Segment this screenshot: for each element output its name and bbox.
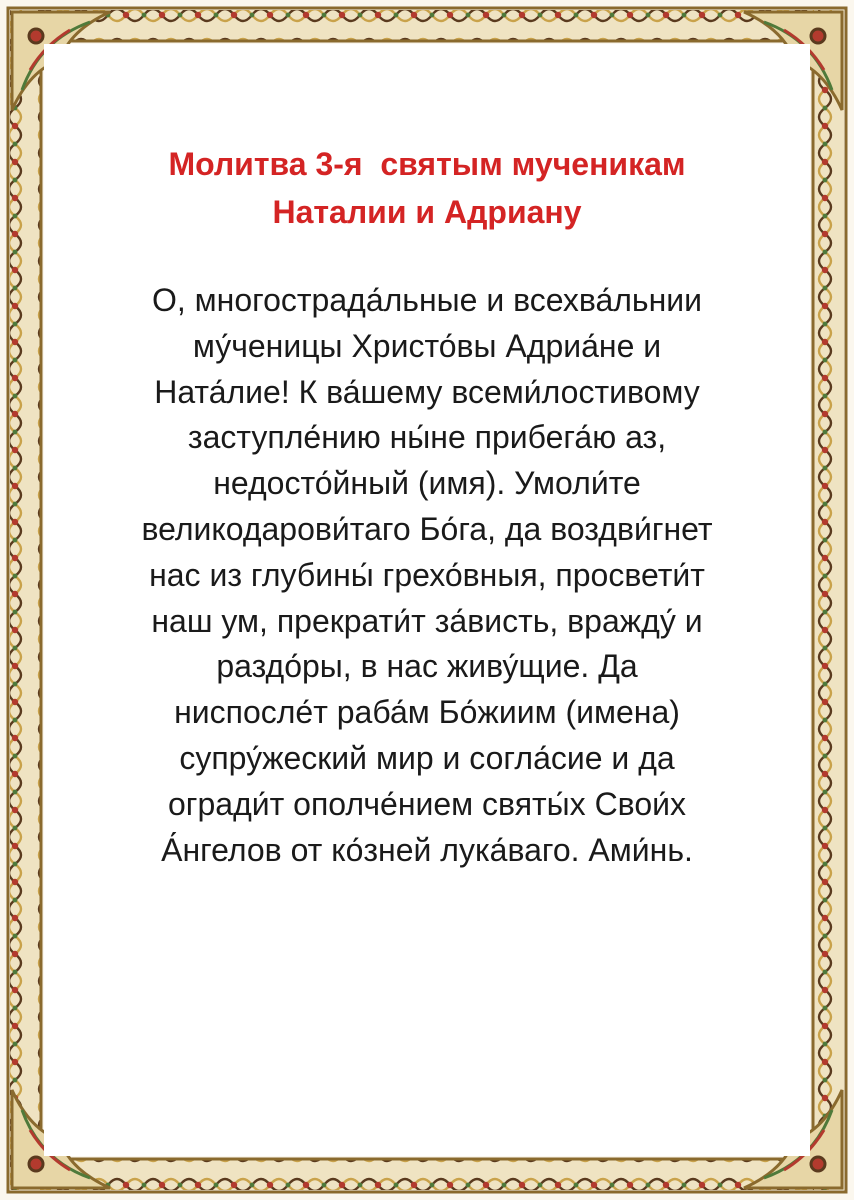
title-line: Наталии и Адриану: [272, 194, 582, 230]
prayer-line: заступле́нию ны́не прибега́ю аз,: [187, 419, 667, 456]
border-right: [814, 10, 844, 1190]
prayer-line: недосто́йный (имя). Умоли́те: [213, 465, 641, 502]
border-bottom: [10, 1160, 844, 1190]
prayer-line: раздо́ры, в нас живу́щие. Да: [216, 648, 638, 685]
prayer-text: [44, 278, 810, 873]
prayer-line: нас из глубины́ грехо́вныя, просвети́т: [149, 556, 705, 593]
title-line: Молитва 3-я святым мученикам: [168, 146, 686, 182]
border-top: [10, 10, 844, 40]
prayer-line: огради́т ополче́нием святы́х Свои́х: [168, 785, 686, 822]
prayer-line: А́нгелов от ко́зней лука́ваго. Ами́нь.: [161, 831, 693, 868]
prayer-line: ниспосле́т раба́м Бо́жиим (имена): [174, 694, 680, 731]
prayer-line: Ната́лие! К ва́шему всеми́лостивому: [154, 373, 700, 410]
prayer-title: [44, 140, 810, 236]
prayer-line: супру́жеский мир и согла́сие и да: [179, 739, 675, 776]
border-left: [10, 10, 40, 1190]
prayer-line: наш ум, прекрати́т за́висть, вражду́ и: [151, 602, 703, 639]
prayer-line: О, многострада́льные и всехва́льнии: [151, 282, 703, 318]
prayer-line: му́ченицы Христо́вы Адриа́не и: [192, 327, 662, 364]
prayer-line: великодарови́таго Бо́га, да воздви́гнет: [141, 510, 713, 547]
